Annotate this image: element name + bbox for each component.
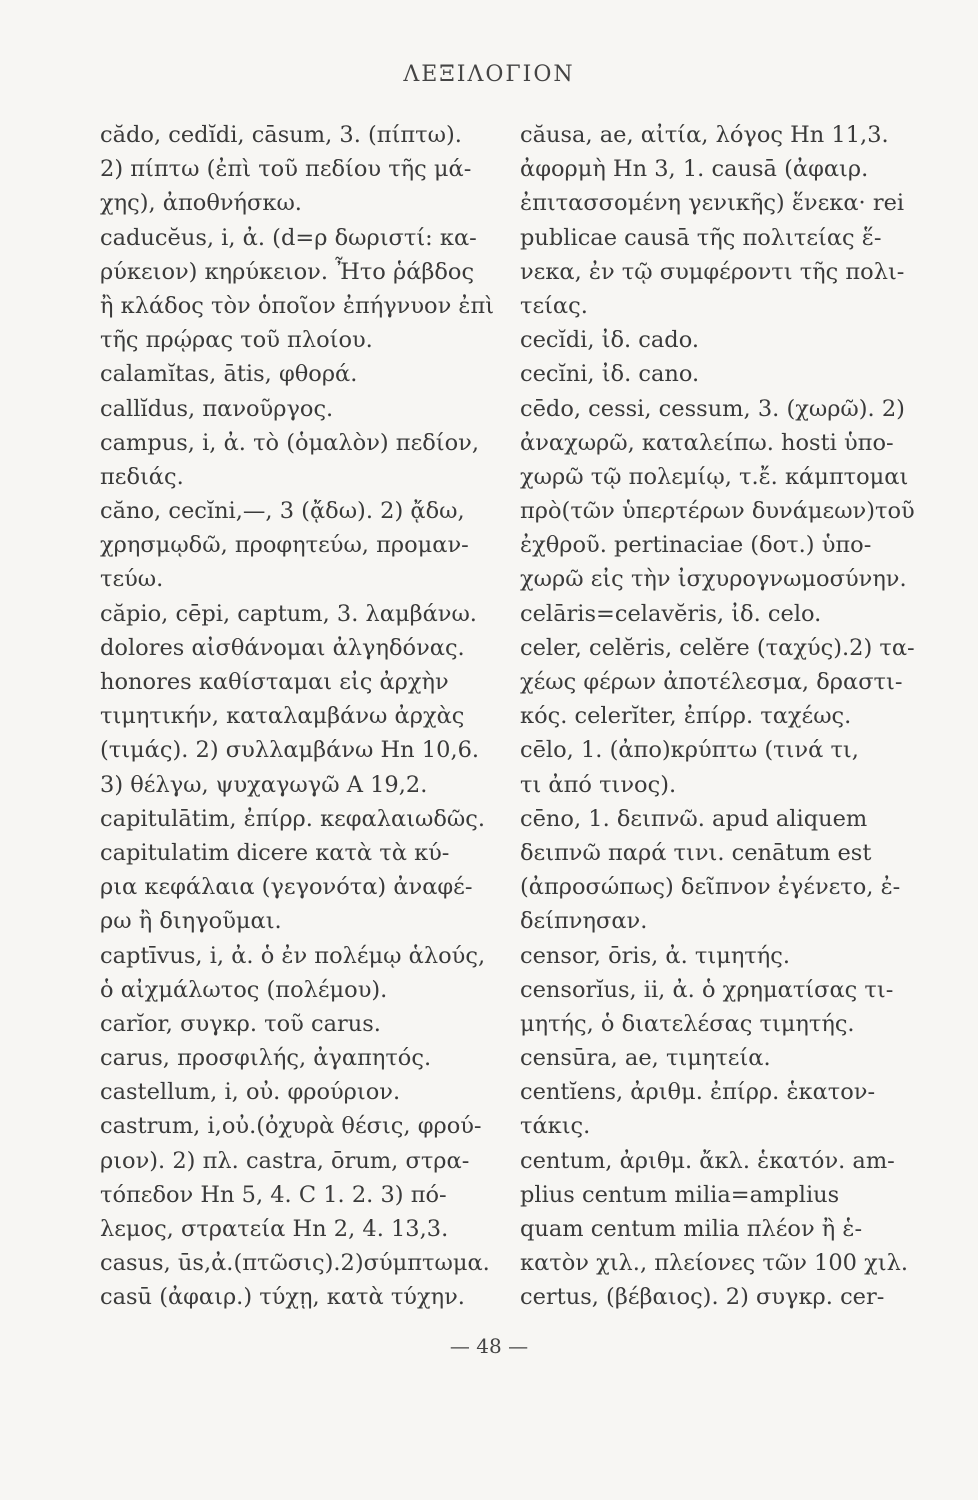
entry-line: (τιμάς). 2) συλλαμβάνω Hn 10,6. — [100, 737, 480, 764]
entry-line: κός. celerĭter, ἐπίρρ. ταχέως. — [520, 703, 852, 730]
entry-line: μητής, ὁ διατελέσας τιμητής. — [520, 1010, 855, 1037]
entry-line: honores καθίσταμαι εἰς ἀρχὴν — [100, 669, 449, 695]
entry-line: χέως φέρων ἀποτέλεσμα, δραστι- — [520, 669, 903, 695]
entry-line: carus, προσφιλής, ἀγαπητός. — [100, 1045, 432, 1072]
left-column — [100, 118, 512, 1315]
entry-line: πεδιάς. — [100, 463, 184, 490]
entry-line: χης), ἀποθνήσκω. — [100, 190, 302, 217]
entry-line: κατὸν χιλ., πλείονες τῶν 100 χιλ. — [520, 1250, 909, 1277]
entry-line: căpio, cēpi, captum, 3. λαμβάνω. — [100, 600, 477, 627]
entry-line: dolores αἰσθάνομαι ἀλγηδόνας. — [100, 634, 465, 661]
entry-line: castellum, i, οὐ. φρούριον. — [100, 1079, 401, 1106]
entry-line: cēdo, cessi, cessum, 3. (χωρῶ). 2) — [520, 395, 905, 422]
entry-line: ἐπιτασσομένη γενικῆς) ἕνεκα· rei — [520, 190, 905, 217]
entry-line: censorĭus, ii, ἀ. ὁ χρηματίσας τι- — [520, 976, 894, 1003]
entry-line: πρὸ(τῶν ὑπερτέρων δυνάμεων)τοῦ — [520, 498, 915, 525]
entry-line: caducĕus, i, ἀ. (d=ρ δωριστί: κα- — [100, 224, 477, 251]
entry-line: carĭor, συγκρ. τοῦ carus. — [100, 1010, 381, 1037]
entry-line: χωρῶ τῷ πολεμίῳ, τ.ἔ. κάμπτομαι — [520, 463, 909, 490]
entry-line: τεύω. — [100, 566, 164, 593]
entry-line: celer, celĕris, celĕre (ταχύς).2) τα- — [520, 634, 915, 661]
entry-line: ριον). 2) πλ. castra, ōrum, στρα- — [100, 1147, 470, 1174]
entry-line: certus, (βέβαιος). 2) συγκρ. cer- — [520, 1284, 885, 1311]
entry-line: casū (ἀφαιρ.) τύχῃ, κατὰ τύχην. — [100, 1284, 465, 1311]
entry-line: quam centum milia πλέον ἢ ἑ- — [520, 1216, 863, 1242]
entry-line: publicae causā τῆς πολιτείας ἕ- — [520, 224, 882, 251]
entry-line: δειπνῶ παρά τινι. cenātum est — [520, 839, 872, 866]
entry-line: plius centum milia=amplius — [520, 1181, 840, 1208]
entry-line: calamĭtas, ātis, φθορά. — [100, 361, 358, 388]
entry-line: ρω ἢ διηγοῦμαι. — [100, 908, 282, 935]
entry-line: celāris=celavĕris, ἰδ. celo. — [520, 600, 822, 627]
entry-line: ἢ κλάδος τὸν ὁποῖον ἐπήγνυον ἐπὶ — [100, 292, 495, 319]
entry-line: χωρῶ εἰς τὴν ἰσχυρογνωμοσύνην. — [520, 566, 907, 593]
entry-line: τόπεδον Hn 5, 4. C 1. 2. 3) πό- — [100, 1181, 447, 1208]
entry-line: λεμος, στρατεία Hn 2, 4. 13,3. — [100, 1216, 449, 1242]
entry-line: τι ἀπό τινος). — [520, 771, 677, 798]
entry-line: ἀναχωρῶ, καταλείπω. hosti ὑπο- — [520, 429, 894, 456]
entry-line: νεκα, ἐν τῷ συμφέροντι τῆς πολι- — [520, 258, 905, 285]
entry-line: castrum, i,οὐ.(ὀχυρὰ θέσις, φρού- — [100, 1113, 482, 1140]
right-column — [520, 118, 935, 1315]
entry-line: cēlo, 1. (ἀπο)κρύπτω (τινά τι, — [520, 737, 859, 764]
entry-line: capitulātim, ἐπίρρ. κεφαλαιωδῶς. — [100, 805, 486, 832]
entry-line: censor, ōris, ἀ. τιμητής. — [520, 942, 790, 969]
entry-line: cecĭdi, ἰδ. cado. — [520, 327, 700, 354]
entry-line: censūra, ae, τιμητεία. — [520, 1045, 771, 1072]
entry-line: casus, ūs,ἀ.(πτῶσις).2)σύμπτωμα. — [100, 1250, 490, 1277]
entry-line: captīvus, i, ἀ. ὁ ἐν πολέμῳ ἁλούς, — [100, 942, 486, 969]
entry-line: τάκις. — [520, 1113, 591, 1140]
entry-line: 2) πίπτω (ἐπὶ τοῦ πεδίου τῆς μά- — [100, 156, 472, 183]
entry-line: centĭens, ἀριθμ. ἐπίρρ. ἑκατον- — [520, 1079, 876, 1106]
entry-line: χρησμῳδῶ, προφητεύω, προμαν- — [100, 532, 469, 559]
entry-line: cădo, cedĭdi, cāsum, 3. (πίπτω). — [100, 122, 462, 148]
entry-line: τιμητικήν, καταλαμβάνω ἀρχὰς — [100, 703, 465, 730]
entry-line: δείπνησαν. — [520, 908, 648, 935]
entry-line: cēno, 1. δειπνῶ. apud aliquem — [520, 805, 868, 832]
page-header: ΛΕΞΙΛΟΓΙΟΝ — [403, 62, 575, 87]
entry-line: ρια κεφάλαια (γεγονότα) ἀναφέ- — [100, 874, 473, 901]
entry-line: τείας. — [520, 292, 588, 319]
entry-line: (ἀπροσώπως) δεῖπνον ἐγένετο, ἐ- — [520, 874, 901, 901]
entry-line: ἀφορμὴ Hn 3, 1. causā (ἀφαιρ. — [520, 156, 869, 183]
entry-line: ὁ αἰχμάλωτος (πολέμου). — [100, 976, 388, 1003]
entry-line: centum, ἀριθμ. ἄκλ. ἑκατόν. am- — [520, 1147, 895, 1174]
entry-line: callĭdus, πανοῦργος. — [100, 395, 334, 422]
entry-line: 3) θέλγω, ψυχαγωγῶ A 19,2. — [100, 771, 428, 798]
entry-line: ρύκειον) κηρύκειον. Ἦτο ῥάβδος — [100, 258, 475, 285]
entry-line: căno, cecĭni,—, 3 (ᾄδω). 2) ᾄδω, — [100, 498, 465, 525]
entry-line: căusa, ae, αἰτία, λόγος Hn 11,3. — [520, 122, 889, 148]
entry-line: τῆς πρῴρας τοῦ πλοίου. — [100, 327, 373, 354]
entry-line: ἐχθροῦ. pertinaciae (δοτ.) ὑπο- — [520, 532, 872, 559]
entry-line: campus, i, ἀ. τὸ (ὁμαλὸν) πεδίον, — [100, 429, 479, 456]
entry-line: capitulatim dicere κατὰ τὰ κύ- — [100, 839, 450, 866]
entry-line: cecĭni, ἰδ. cano. — [520, 361, 700, 388]
page-number: — 48 — — [449, 1334, 529, 1358]
